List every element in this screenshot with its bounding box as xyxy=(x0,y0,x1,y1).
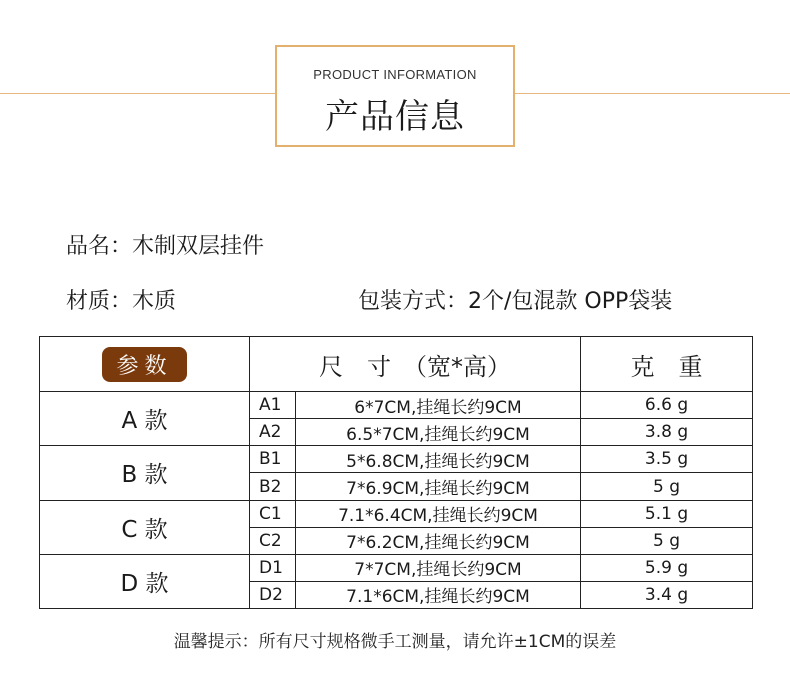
variant-code: B2 xyxy=(250,473,296,500)
size-cell: 6*7CM,挂绳长约9CM xyxy=(296,392,581,419)
variant-code: A1 xyxy=(250,392,296,419)
weight-cell: 3.8 g xyxy=(581,419,753,446)
variant-code: C2 xyxy=(250,527,296,554)
weight-cell: 3.5 g xyxy=(581,446,753,473)
table-row xyxy=(40,446,753,473)
model-cell: D 款 xyxy=(40,554,250,608)
variant-code: B1 xyxy=(250,446,296,473)
measurement-note: 温馨提示：所有尺寸规格微手工测量，请允许±1CM的误差 xyxy=(173,632,617,652)
model-cell: A 款 xyxy=(40,392,250,446)
size-cell: 7*6.2CM,挂绳长约9CM xyxy=(296,527,581,554)
size-cell: 6.5*7CM,挂绳长约9CM xyxy=(296,419,581,446)
weight-cell: 5.9 g xyxy=(581,554,753,581)
size-cell: 7*6.9CM,挂绳长约9CM xyxy=(296,473,581,500)
table-row xyxy=(40,554,753,581)
product-name: 品名：木制双层挂件 xyxy=(66,234,265,259)
param-badge: 参数 xyxy=(102,347,186,382)
size-cell: 7*7CM,挂绳长约9CM xyxy=(296,554,581,581)
size-cell: 7.1*6CM,挂绳长约9CM xyxy=(296,581,581,608)
product-material: 材质：木质 xyxy=(66,289,177,314)
variant-code: D2 xyxy=(250,581,296,608)
table-header-row xyxy=(40,337,753,392)
weight-cell: 5 g xyxy=(581,527,753,554)
title-english: PRODUCT INFORMATION xyxy=(313,67,477,82)
weight-cell: 3.4 g xyxy=(581,581,753,608)
size-cell: 5*6.8CM,挂绳长约9CM xyxy=(296,446,581,473)
product-packaging: 包装方式：2个/包混款 OPP袋装 xyxy=(358,289,673,314)
spec-table xyxy=(39,336,753,609)
weight-cell: 5.1 g xyxy=(581,500,753,527)
model-cell: B 款 xyxy=(40,446,250,500)
param-header xyxy=(40,337,250,392)
size-header: 尺 寸 （宽*高） xyxy=(250,337,581,392)
model-cell: C 款 xyxy=(40,500,250,554)
variant-code: D1 xyxy=(250,554,296,581)
variant-code: A2 xyxy=(250,419,296,446)
header-rule-right xyxy=(515,93,790,94)
title-chinese: 产品信息 xyxy=(325,97,465,137)
header-rule-left xyxy=(0,93,275,94)
size-cell: 7.1*6.4CM,挂绳长约9CM xyxy=(296,500,581,527)
table-row xyxy=(40,500,753,527)
weight-header: 克 重 xyxy=(581,337,753,392)
weight-cell: 6.6 g xyxy=(581,392,753,419)
weight-cell: 5 g xyxy=(581,473,753,500)
variant-code: C1 xyxy=(250,500,296,527)
product-info-title-box xyxy=(275,45,515,147)
table-row xyxy=(40,392,753,419)
